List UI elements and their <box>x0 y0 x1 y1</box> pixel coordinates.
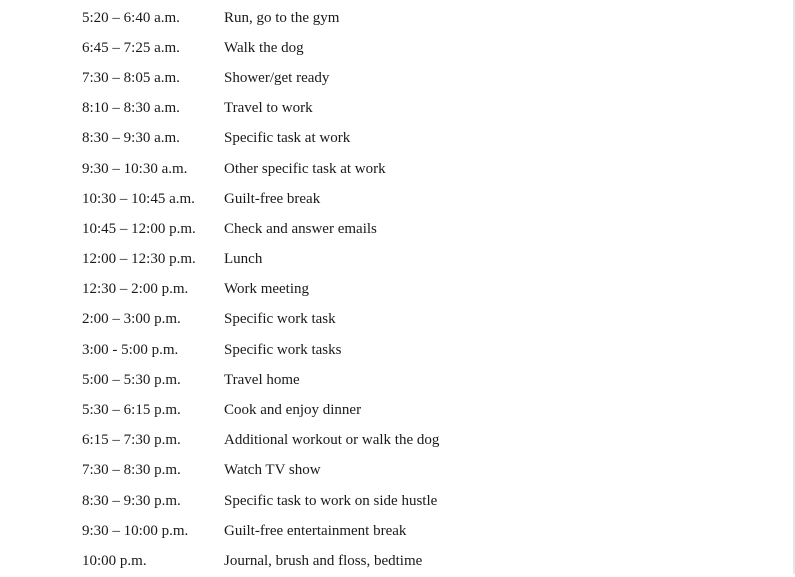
task-description: Specific work task <box>224 311 336 328</box>
task-description: Additional workout or walk the dog <box>224 432 440 449</box>
time-slot: 7:30 – 8:05 a.m. <box>82 69 180 86</box>
schedule-row <box>0 395 795 425</box>
schedule-row <box>0 94 795 124</box>
schedule-row <box>0 275 795 305</box>
time-slot: 7:30 – 8:30 p.m. <box>82 462 181 479</box>
schedule-table <box>0 3 795 577</box>
time-slot: 6:45 – 7:25 a.m. <box>82 39 180 56</box>
schedule-row <box>0 305 795 335</box>
task-description: Run, go to the gym <box>224 9 340 26</box>
time-slot: 10:00 p.m. <box>82 552 147 569</box>
task-description: Work meeting <box>224 281 310 298</box>
time-slot: 9:30 – 10:00 p.m. <box>82 522 189 539</box>
time-slot: 2:00 – 3:00 p.m. <box>82 311 181 328</box>
task-description: Specific task to work on side hustle <box>224 492 438 509</box>
schedule-row <box>0 33 795 63</box>
time-slot: 12:30 – 2:00 p.m. <box>82 281 189 298</box>
time-slot: 5:00 – 5:30 p.m. <box>82 371 181 388</box>
task-description: Guilt-free entertainment break <box>224 522 407 539</box>
task-description: Lunch <box>224 251 263 268</box>
time-slot: 12:00 – 12:30 p.m. <box>82 251 196 268</box>
task-description: Travel to work <box>224 100 313 117</box>
schedule-row <box>0 3 795 33</box>
task-description: Cook and enjoy dinner <box>224 402 362 419</box>
task-description: Guilt-free break <box>224 190 321 207</box>
task-description: Specific work tasks <box>224 341 342 358</box>
schedule-row <box>0 546 795 576</box>
schedule-row <box>0 245 795 275</box>
time-slot: 8:30 – 9:30 p.m. <box>82 492 181 509</box>
time-slot: 10:45 – 12:00 p.m. <box>82 220 196 237</box>
task-description: Other specific task at work <box>224 160 386 177</box>
schedule-row <box>0 63 795 93</box>
schedule-row <box>0 124 795 154</box>
time-slot: 8:30 – 9:30 a.m. <box>82 130 180 147</box>
schedule-row <box>0 426 795 456</box>
task-description: Walk the dog <box>224 39 304 56</box>
task-description: Shower/get ready <box>224 69 330 86</box>
task-description: Journal, brush and floss, bedtime <box>224 552 423 569</box>
time-slot: 5:30 – 6:15 p.m. <box>82 402 181 419</box>
task-description: Travel home <box>224 371 300 388</box>
time-slot: 3:00 - 5:00 p.m. <box>82 341 179 358</box>
time-slot: 8:10 – 8:30 a.m. <box>82 100 180 117</box>
schedule-row <box>0 154 795 184</box>
schedule-row <box>0 184 795 214</box>
schedule-row <box>0 214 795 244</box>
task-description: Specific task at work <box>224 130 351 147</box>
schedule-row <box>0 456 795 486</box>
schedule-row <box>0 335 795 365</box>
task-description: Check and answer emails <box>224 220 377 237</box>
time-slot: 10:30 – 10:45 a.m. <box>82 190 195 207</box>
task-description: Watch TV show <box>224 462 321 479</box>
schedule-row <box>0 365 795 395</box>
schedule-row <box>0 516 795 546</box>
time-slot: 6:15 – 7:30 p.m. <box>82 432 181 449</box>
time-slot: 9:30 – 10:30 a.m. <box>82 160 188 177</box>
time-slot: 5:20 – 6:40 a.m. <box>82 9 180 26</box>
schedule-row <box>0 486 795 516</box>
